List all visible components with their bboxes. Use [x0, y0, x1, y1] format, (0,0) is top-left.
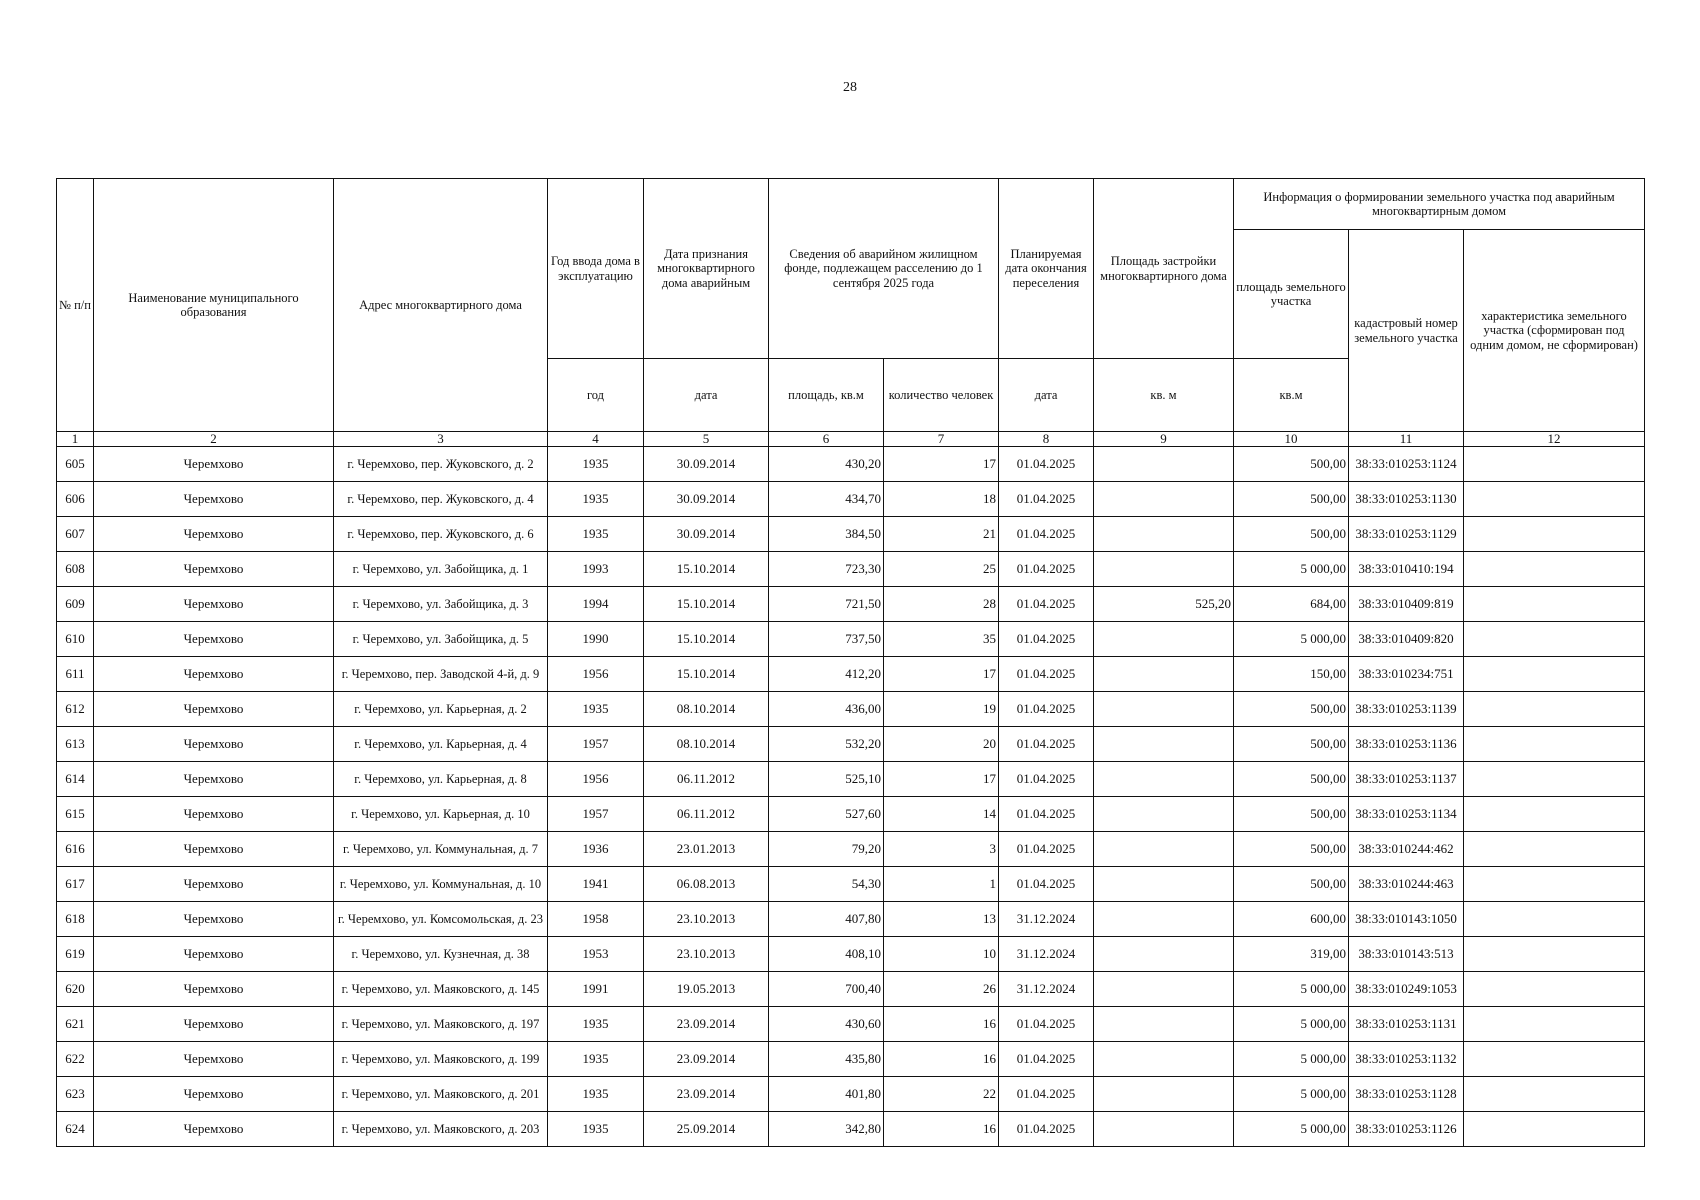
table-row [57, 762, 1645, 797]
cell-cadastral-number: 38:33:010249:1053 [1349, 972, 1464, 1007]
cell-commission-year: 1936 [548, 832, 644, 867]
cell-land-area: 500,00 [1234, 517, 1349, 552]
cell-cadastral-number: 38:33:010409:820 [1349, 622, 1464, 657]
table-row [57, 867, 1645, 902]
cell-row-number: 606 [57, 482, 94, 517]
cell-cadastral-number: 38:33:010253:1128 [1349, 1077, 1464, 1112]
table-row [57, 1077, 1645, 1112]
cell-row-number: 609 [57, 587, 94, 622]
cell-address: г. Черемхово, ул. Карьерная, д. 10 [334, 797, 548, 832]
cell-municipality: Черемхово [94, 1042, 334, 1077]
cell-land-characteristic [1464, 1077, 1645, 1112]
header-address: Адрес многоквартирного дома [334, 179, 548, 432]
cell-commission-year: 1935 [548, 1042, 644, 1077]
cell-municipality: Черемхово [94, 517, 334, 552]
cell-building-area [1094, 692, 1234, 727]
header-land-plot-group: Информация о формировании земельного участка под аварийным многоквартирным домом [1234, 179, 1645, 230]
cell-cadastral-number: 38:33:010143:1050 [1349, 902, 1464, 937]
header-row-number: № п/п [57, 179, 94, 432]
cell-address: г. Черемхово, ул. Карьерная, д. 2 [334, 692, 548, 727]
cell-address: г. Черемхово, ул. Маяковского, д. 199 [334, 1042, 548, 1077]
cell-municipality: Черемхово [94, 762, 334, 797]
cell-land-area: 5 000,00 [1234, 1007, 1349, 1042]
cell-row-number: 621 [57, 1007, 94, 1042]
cell-area: 430,20 [769, 447, 884, 482]
cell-address: г. Черемхово, пер. Заводской 4-й, д. 9 [334, 657, 548, 692]
cell-cadastral-number: 38:33:010253:1132 [1349, 1042, 1464, 1077]
table-row [57, 552, 1645, 587]
cell-row-number: 605 [57, 447, 94, 482]
cell-land-characteristic [1464, 1042, 1645, 1077]
table-row [57, 482, 1645, 517]
cell-planned-end-date: 01.04.2025 [999, 552, 1094, 587]
table-row [57, 622, 1645, 657]
cell-land-area: 500,00 [1234, 447, 1349, 482]
cell-municipality: Черемхово [94, 1112, 334, 1147]
cell-area: 525,10 [769, 762, 884, 797]
cell-planned-end-date: 01.04.2025 [999, 482, 1094, 517]
cell-building-area [1094, 797, 1234, 832]
cell-building-area [1094, 832, 1234, 867]
cell-address: г. Черемхово, пер. Жуковского, д. 4 [334, 482, 548, 517]
cell-municipality: Черемхово [94, 972, 334, 1007]
column-number: 6 [769, 432, 884, 447]
cell-people-count: 1 [884, 867, 999, 902]
cell-cadastral-number: 38:33:010410:194 [1349, 552, 1464, 587]
cell-emergency-date: 23.10.2013 [644, 937, 769, 972]
cell-people-count: 17 [884, 447, 999, 482]
cell-land-area: 5 000,00 [1234, 552, 1349, 587]
cell-planned-end-date: 31.12.2024 [999, 902, 1094, 937]
cell-people-count: 28 [884, 587, 999, 622]
cell-area: 434,70 [769, 482, 884, 517]
cell-cadastral-number: 38:33:010409:819 [1349, 587, 1464, 622]
cell-cadastral-number: 38:33:010253:1129 [1349, 517, 1464, 552]
unit-people: количество человек [884, 359, 999, 432]
cell-people-count: 17 [884, 657, 999, 692]
cell-cadastral-number: 38:33:010244:463 [1349, 867, 1464, 902]
cell-row-number: 612 [57, 692, 94, 727]
cell-building-area [1094, 762, 1234, 797]
column-number: 10 [1234, 432, 1349, 447]
cell-area: 721,50 [769, 587, 884, 622]
cell-people-count: 18 [884, 482, 999, 517]
column-number: 12 [1464, 432, 1645, 447]
cell-land-area: 500,00 [1234, 797, 1349, 832]
cell-emergency-date: 23.10.2013 [644, 902, 769, 937]
cell-municipality: Черемхово [94, 657, 334, 692]
cell-people-count: 21 [884, 517, 999, 552]
cell-building-area [1094, 552, 1234, 587]
cell-planned-end-date: 01.04.2025 [999, 832, 1094, 867]
cell-row-number: 608 [57, 552, 94, 587]
cell-area: 532,20 [769, 727, 884, 762]
table-row [57, 447, 1645, 482]
cell-area: 435,80 [769, 1042, 884, 1077]
cell-planned-end-date: 01.04.2025 [999, 517, 1094, 552]
cell-municipality: Черемхово [94, 1077, 334, 1112]
cell-people-count: 14 [884, 797, 999, 832]
cell-planned-end-date: 01.04.2025 [999, 692, 1094, 727]
cell-land-characteristic [1464, 867, 1645, 902]
cell-land-characteristic [1464, 797, 1645, 832]
header-land-area: площадь земельного участка [1234, 230, 1349, 359]
cell-cadastral-number: 38:33:010253:1134 [1349, 797, 1464, 832]
cell-people-count: 35 [884, 622, 999, 657]
table-row [57, 902, 1645, 937]
cell-area: 700,40 [769, 972, 884, 1007]
cell-land-characteristic [1464, 517, 1645, 552]
cell-address: г. Черемхово, ул. Кузнечная, д. 38 [334, 937, 548, 972]
cell-emergency-date: 15.10.2014 [644, 552, 769, 587]
cell-land-characteristic [1464, 902, 1645, 937]
cell-municipality: Черемхово [94, 622, 334, 657]
column-number: 5 [644, 432, 769, 447]
page-number: 28 [843, 80, 857, 95]
cell-land-area: 5 000,00 [1234, 1112, 1349, 1147]
cell-land-characteristic [1464, 972, 1645, 1007]
header-land-characteristic: характеристика земельного участка (сформирован под одним домом, не сформирован) [1464, 230, 1645, 432]
cell-land-area: 5 000,00 [1234, 972, 1349, 1007]
cell-building-area [1094, 1112, 1234, 1147]
cell-people-count: 3 [884, 832, 999, 867]
cell-emergency-date: 19.05.2013 [644, 972, 769, 1007]
cell-building-area [1094, 1007, 1234, 1042]
cell-address: г. Черемхово, ул. Маяковского, д. 145 [334, 972, 548, 1007]
cell-address: г. Черемхово, пер. Жуковского, д. 6 [334, 517, 548, 552]
cell-row-number: 624 [57, 1112, 94, 1147]
column-number: 3 [334, 432, 548, 447]
cell-building-area [1094, 622, 1234, 657]
cell-emergency-date: 30.09.2014 [644, 482, 769, 517]
cell-municipality: Черемхово [94, 867, 334, 902]
cell-land-characteristic [1464, 727, 1645, 762]
cell-commission-year: 1935 [548, 692, 644, 727]
cell-cadastral-number: 38:33:010253:1131 [1349, 1007, 1464, 1042]
cell-municipality: Черемхово [94, 1007, 334, 1042]
cell-land-area: 500,00 [1234, 727, 1349, 762]
cell-emergency-date: 08.10.2014 [644, 692, 769, 727]
cell-land-characteristic [1464, 657, 1645, 692]
cell-cadastral-number: 38:33:010234:751 [1349, 657, 1464, 692]
cell-row-number: 623 [57, 1077, 94, 1112]
table-row [57, 727, 1645, 762]
cell-building-area [1094, 482, 1234, 517]
cell-commission-year: 1935 [548, 447, 644, 482]
cell-planned-end-date: 31.12.2024 [999, 937, 1094, 972]
cell-area: 54,30 [769, 867, 884, 902]
cell-planned-end-date: 01.04.2025 [999, 762, 1094, 797]
cell-people-count: 25 [884, 552, 999, 587]
cell-commission-year: 1993 [548, 552, 644, 587]
cell-building-area [1094, 447, 1234, 482]
cell-row-number: 616 [57, 832, 94, 867]
cell-emergency-date: 06.08.2013 [644, 867, 769, 902]
cell-emergency-date: 15.10.2014 [644, 587, 769, 622]
cell-land-area: 500,00 [1234, 692, 1349, 727]
column-numbers-row [57, 432, 1645, 447]
cell-commission-year: 1994 [548, 587, 644, 622]
cell-cadastral-number: 38:33:010143:513 [1349, 937, 1464, 972]
unit-land-area: кв.м [1234, 359, 1349, 432]
cell-land-characteristic [1464, 552, 1645, 587]
table-row [57, 517, 1645, 552]
table-row [57, 692, 1645, 727]
cell-building-area [1094, 517, 1234, 552]
cell-municipality: Черемхово [94, 937, 334, 972]
emergency-housing-table [56, 178, 1645, 1147]
header-cadastral-number: кадастровый номер земельного участка [1349, 230, 1464, 432]
cell-address: г. Черемхово, ул. Маяковского, д. 203 [334, 1112, 548, 1147]
cell-building-area [1094, 727, 1234, 762]
header-emergency-fund: Сведения об аварийном жилищном фонде, подлежащем расселению до 1 сентября 2025 года [769, 179, 999, 359]
cell-row-number: 613 [57, 727, 94, 762]
cell-cadastral-number: 38:33:010244:462 [1349, 832, 1464, 867]
cell-area: 723,30 [769, 552, 884, 587]
table-row [57, 797, 1645, 832]
cell-emergency-date: 23.09.2014 [644, 1077, 769, 1112]
cell-commission-year: 1956 [548, 762, 644, 797]
unit-building-area: кв. м [1094, 359, 1234, 432]
cell-land-characteristic [1464, 447, 1645, 482]
cell-planned-end-date: 31.12.2024 [999, 972, 1094, 1007]
cell-land-characteristic [1464, 482, 1645, 517]
cell-people-count: 17 [884, 762, 999, 797]
cell-land-characteristic [1464, 587, 1645, 622]
header-municipality: Наименование муниципального образования [94, 179, 334, 432]
cell-land-characteristic [1464, 622, 1645, 657]
cell-commission-year: 1935 [548, 517, 644, 552]
cell-address: г. Черемхово, пер. Жуковского, д. 2 [334, 447, 548, 482]
cell-area: 384,50 [769, 517, 884, 552]
cell-cadastral-number: 38:33:010253:1136 [1349, 727, 1464, 762]
cell-emergency-date: 30.09.2014 [644, 517, 769, 552]
cell-row-number: 615 [57, 797, 94, 832]
header-planned-end-date: Планируемая дата окончания переселения [999, 179, 1094, 359]
header-commission-year: Год ввода дома в эксплуатацию [548, 179, 644, 359]
cell-emergency-date: 30.09.2014 [644, 447, 769, 482]
cell-address: г. Черемхово, ул. Маяковского, д. 201 [334, 1077, 548, 1112]
table-header [57, 179, 1645, 447]
column-number: 11 [1349, 432, 1464, 447]
cell-land-area: 500,00 [1234, 762, 1349, 797]
table-row [57, 1042, 1645, 1077]
cell-people-count: 26 [884, 972, 999, 1007]
cell-address: г. Черемхово, ул. Комсомольская, д. 23 [334, 902, 548, 937]
cell-row-number: 620 [57, 972, 94, 1007]
unit-year: год [548, 359, 644, 432]
cell-planned-end-date: 01.04.2025 [999, 867, 1094, 902]
cell-municipality: Черемхово [94, 797, 334, 832]
cell-municipality: Черемхово [94, 587, 334, 622]
cell-building-area [1094, 1077, 1234, 1112]
cell-building-area [1094, 867, 1234, 902]
cell-people-count: 16 [884, 1042, 999, 1077]
cell-address: г. Черемхово, ул. Маяковского, д. 197 [334, 1007, 548, 1042]
cell-planned-end-date: 01.04.2025 [999, 1112, 1094, 1147]
cell-land-area: 5 000,00 [1234, 1077, 1349, 1112]
cell-building-area [1094, 902, 1234, 937]
cell-municipality: Черемхово [94, 482, 334, 517]
cell-commission-year: 1957 [548, 797, 644, 832]
cell-commission-year: 1935 [548, 1077, 644, 1112]
table-row [57, 937, 1645, 972]
cell-municipality: Черемхово [94, 552, 334, 587]
cell-municipality: Черемхово [94, 692, 334, 727]
table-row [57, 657, 1645, 692]
cell-building-area: 525,20 [1094, 587, 1234, 622]
column-number: 2 [94, 432, 334, 447]
column-number: 9 [1094, 432, 1234, 447]
cell-area: 408,10 [769, 937, 884, 972]
column-number: 4 [548, 432, 644, 447]
column-number: 1 [57, 432, 94, 447]
cell-area: 737,50 [769, 622, 884, 657]
cell-address: г. Черемхово, ул. Коммунальная, д. 7 [334, 832, 548, 867]
cell-area: 401,80 [769, 1077, 884, 1112]
cell-commission-year: 1935 [548, 482, 644, 517]
cell-cadastral-number: 38:33:010253:1137 [1349, 762, 1464, 797]
cell-address: г. Черемхово, ул. Забойщика, д. 3 [334, 587, 548, 622]
cell-land-area: 150,00 [1234, 657, 1349, 692]
cell-people-count: 10 [884, 937, 999, 972]
cell-address: г. Черемхово, ул. Карьерная, д. 8 [334, 762, 548, 797]
cell-commission-year: 1990 [548, 622, 644, 657]
table-body [57, 447, 1645, 1147]
cell-row-number: 618 [57, 902, 94, 937]
cell-address: г. Черемхово, ул. Забойщика, д. 1 [334, 552, 548, 587]
cell-area: 79,20 [769, 832, 884, 867]
cell-address: г. Черемхово, ул. Коммунальная, д. 10 [334, 867, 548, 902]
cell-land-characteristic [1464, 692, 1645, 727]
cell-land-area: 500,00 [1234, 867, 1349, 902]
cell-row-number: 607 [57, 517, 94, 552]
cell-area: 407,80 [769, 902, 884, 937]
cell-commission-year: 1935 [548, 1112, 644, 1147]
cell-commission-year: 1956 [548, 657, 644, 692]
cell-address: г. Черемхово, ул. Забойщика, д. 5 [334, 622, 548, 657]
unit-area: площадь, кв.м [769, 359, 884, 432]
cell-planned-end-date: 01.04.2025 [999, 797, 1094, 832]
cell-area: 342,80 [769, 1112, 884, 1147]
cell-area: 436,00 [769, 692, 884, 727]
cell-planned-end-date: 01.04.2025 [999, 587, 1094, 622]
cell-planned-end-date: 01.04.2025 [999, 657, 1094, 692]
header-building-area: Площадь застройки многоквартирного дома [1094, 179, 1234, 359]
cell-row-number: 611 [57, 657, 94, 692]
cell-row-number: 617 [57, 867, 94, 902]
cell-planned-end-date: 01.04.2025 [999, 1042, 1094, 1077]
cell-planned-end-date: 01.04.2025 [999, 727, 1094, 762]
cell-area: 412,20 [769, 657, 884, 692]
column-number: 8 [999, 432, 1094, 447]
cell-cadastral-number: 38:33:010253:1139 [1349, 692, 1464, 727]
cell-planned-end-date: 01.04.2025 [999, 447, 1094, 482]
cell-land-characteristic [1464, 1112, 1645, 1147]
cell-land-characteristic [1464, 1007, 1645, 1042]
cell-address: г. Черемхово, ул. Карьерная, д. 4 [334, 727, 548, 762]
cell-emergency-date: 25.09.2014 [644, 1112, 769, 1147]
table-row [57, 1007, 1645, 1042]
cell-emergency-date: 06.11.2012 [644, 797, 769, 832]
table-row [57, 1112, 1645, 1147]
cell-emergency-date: 15.10.2014 [644, 622, 769, 657]
cell-land-characteristic [1464, 937, 1645, 972]
header-emergency-date: Дата признания многоквартирного дома аварийным [644, 179, 769, 359]
cell-commission-year: 1957 [548, 727, 644, 762]
cell-planned-end-date: 01.04.2025 [999, 1077, 1094, 1112]
cell-land-area: 500,00 [1234, 482, 1349, 517]
cell-municipality: Черемхово [94, 902, 334, 937]
cell-building-area [1094, 972, 1234, 1007]
cell-commission-year: 1991 [548, 972, 644, 1007]
cell-land-characteristic [1464, 762, 1645, 797]
cell-land-area: 5 000,00 [1234, 622, 1349, 657]
cell-area: 430,60 [769, 1007, 884, 1042]
cell-land-area: 600,00 [1234, 902, 1349, 937]
table-row [57, 972, 1645, 1007]
cell-cadastral-number: 38:33:010253:1130 [1349, 482, 1464, 517]
cell-building-area [1094, 1042, 1234, 1077]
cell-emergency-date: 08.10.2014 [644, 727, 769, 762]
cell-people-count: 22 [884, 1077, 999, 1112]
cell-emergency-date: 23.09.2014 [644, 1042, 769, 1077]
cell-planned-end-date: 01.04.2025 [999, 622, 1094, 657]
table-row [57, 832, 1645, 867]
cell-emergency-date: 23.09.2014 [644, 1007, 769, 1042]
cell-cadastral-number: 38:33:010253:1126 [1349, 1112, 1464, 1147]
cell-land-area: 319,00 [1234, 937, 1349, 972]
unit-date: дата [644, 359, 769, 432]
cell-people-count: 20 [884, 727, 999, 762]
cell-land-area: 500,00 [1234, 832, 1349, 867]
cell-row-number: 610 [57, 622, 94, 657]
cell-building-area [1094, 937, 1234, 972]
cell-people-count: 16 [884, 1007, 999, 1042]
cell-commission-year: 1935 [548, 1007, 644, 1042]
cell-emergency-date: 15.10.2014 [644, 657, 769, 692]
cell-cadastral-number: 38:33:010253:1124 [1349, 447, 1464, 482]
cell-people-count: 13 [884, 902, 999, 937]
cell-row-number: 614 [57, 762, 94, 797]
cell-commission-year: 1941 [548, 867, 644, 902]
cell-commission-year: 1958 [548, 902, 644, 937]
cell-area: 527,60 [769, 797, 884, 832]
cell-emergency-date: 06.11.2012 [644, 762, 769, 797]
cell-commission-year: 1953 [548, 937, 644, 972]
column-number: 7 [884, 432, 999, 447]
unit-end-date: дата [999, 359, 1094, 432]
cell-municipality: Черемхово [94, 447, 334, 482]
cell-land-characteristic [1464, 832, 1645, 867]
cell-municipality: Черемхово [94, 727, 334, 762]
table-row [57, 587, 1645, 622]
cell-row-number: 619 [57, 937, 94, 972]
cell-land-area: 5 000,00 [1234, 1042, 1349, 1077]
cell-planned-end-date: 01.04.2025 [999, 1007, 1094, 1042]
cell-row-number: 622 [57, 1042, 94, 1077]
cell-municipality: Черемхово [94, 832, 334, 867]
cell-land-area: 684,00 [1234, 587, 1349, 622]
cell-people-count: 16 [884, 1112, 999, 1147]
cell-building-area [1094, 657, 1234, 692]
cell-people-count: 19 [884, 692, 999, 727]
cell-emergency-date: 23.01.2013 [644, 832, 769, 867]
